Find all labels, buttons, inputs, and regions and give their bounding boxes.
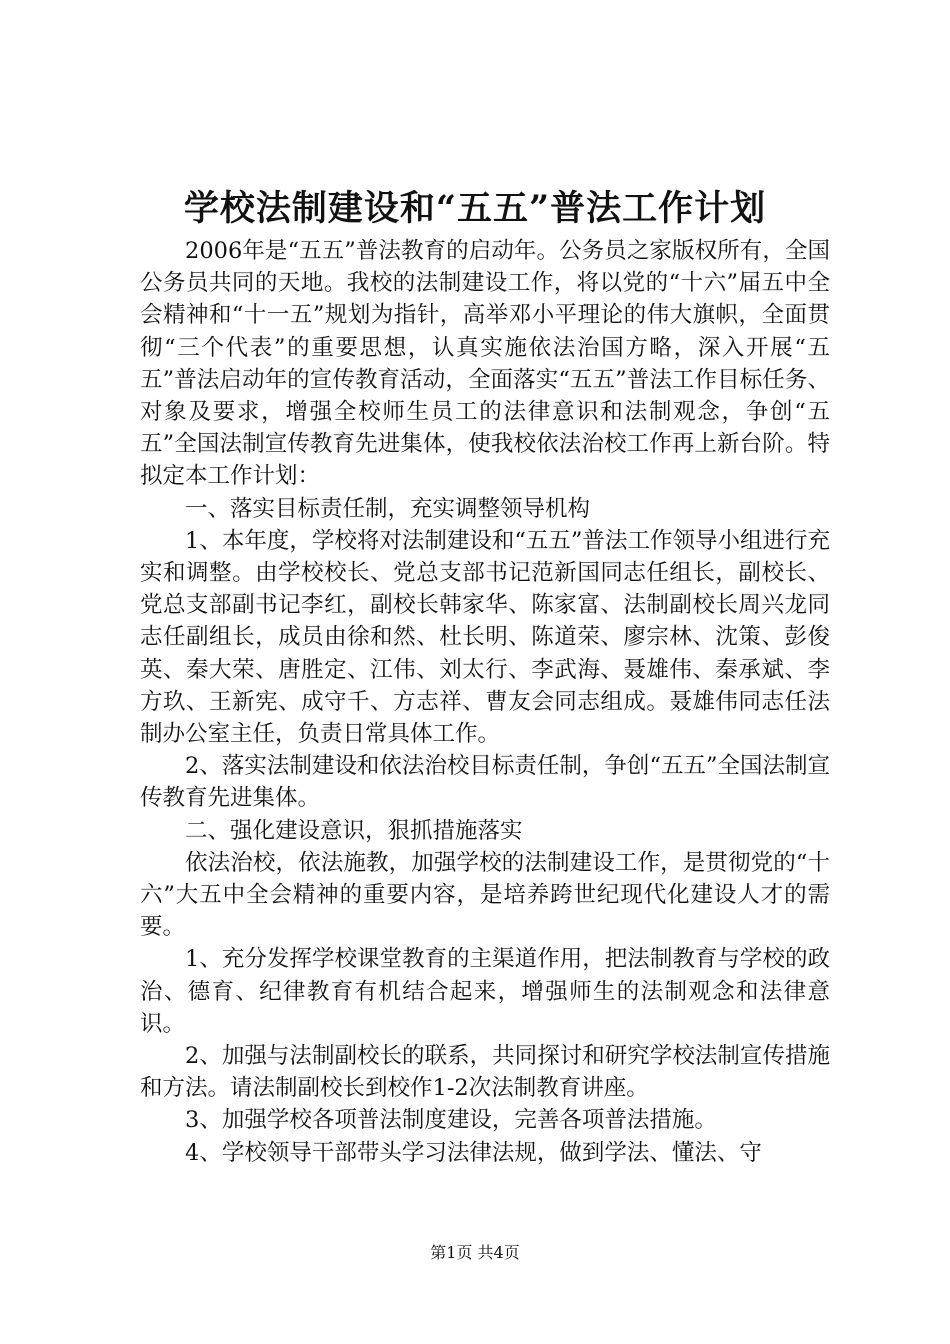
section-heading-1: 一、落实目标责任制，充实调整领导机构 (185, 495, 591, 522)
paragraph-1-2: 2、落实法制建设和依法治校目标责任制，争创“五五”全国法制宣传教育先进集体。 (140, 753, 830, 812)
paragraph-2-1: 1、充分发挥学校课堂教育的主渠道作用，把法制教育与学校的政治、德育、纪律教育有机结合起来，增强师生的法制观念和法律意识。 (140, 946, 830, 1037)
paragraph-2-2: 2、加强与法制副校长的联系，共同探讨和研究学校法制宣传措施和方法。请法制副校长到校作1-2次法制教育讲座。 (140, 1043, 830, 1102)
paragraph-2-4: 4、学校领导干部带头学习法律法规，做到学法、懂法、守 (185, 1139, 762, 1166)
paragraph-2-3: 3、加强学校各项普法制度建设，完善各项普法措施。 (185, 1107, 717, 1134)
paragraph-intro: 2006年是“五五”普法教育的启动年。公务员之家版权所有，全国公务员共同的天地。我校的法制建设工作，将以党的“十六”届五中全会精神和“十一五”规划为指针，高举邓小平理论的伟大旗帜，全面贯彻“三个代表”的重要思想，认真实施依法治国方略，深入开展“五五”普法启动年的宣传教育活动，全面落实“五五”普法工作目标任务、对象及要求，增强全校师生员工的法律意识和法制观念，争创“五五”全国法制宣传教育先进集体，使我校依法治校工作再上新台阶。特拟定本工作计划： (140, 238, 830, 490)
page-number-footer: 第1页 共4页 (430, 1243, 520, 1262)
document-title: 学校法制建设和“五五”普法工作计划 (183, 188, 767, 229)
document-body (140, 235, 830, 1169)
section-heading-2: 二、强化建设意识，狠抓措施落实 (185, 817, 523, 844)
paragraph-2-intro: 依法治校，依法施教，加强学校的法制建设工作，是贯彻党的“十六”大五中全会精神的重要内容，是培养跨世纪现代化建设人才的需要。 (140, 849, 830, 941)
paragraph-1-1: 1、本年度，学校将对法制建设和“五五”普法工作领导小组进行充实和调整。由学校校长、党总支部书记范新国同志任组长，副校长、党总支部副书记李红，副校长韩家华、陈家富、法制副校长周兴龙同志任副组长，成员由徐和然、杜长明、陈道荣、廖宗林、沈策、彭俊英、秦大荣、唐胜定、江伟、刘太行、李武海、聂雄伟、秦承斌、李方玖、王新宪、成守千、方志祥、曹友会同志组成。聂雄伟同志任法制办公室主任，负责日常具体工作。 (140, 527, 830, 748)
